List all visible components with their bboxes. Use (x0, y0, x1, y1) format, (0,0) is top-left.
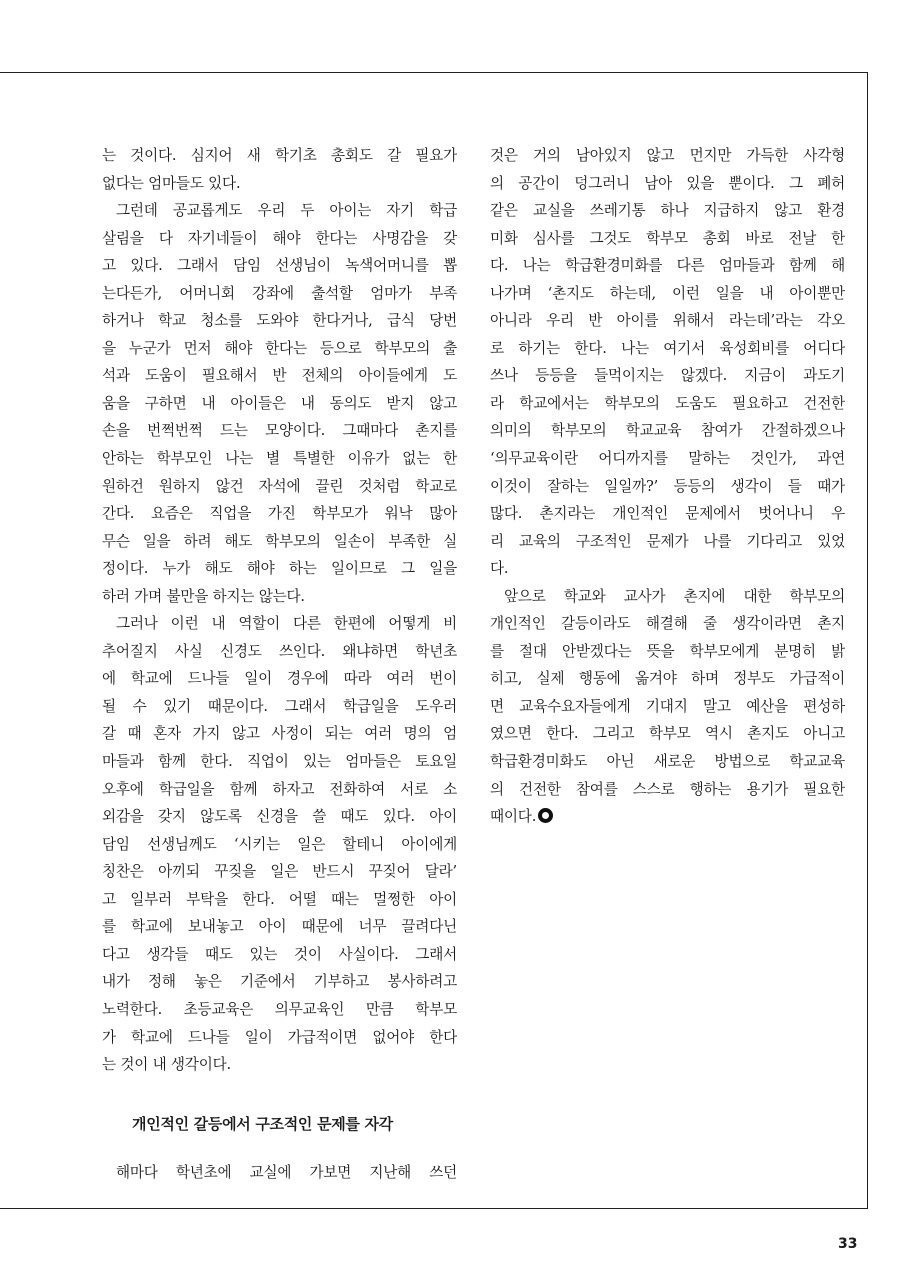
text-line: 에 학교에 드나들 일이 경우에 따라 여러 번이 (102, 670, 457, 688)
text-line: 해마다 학년초에 교실에 가보면 지난해 쓰던 (116, 1163, 457, 1181)
text-line: 오후에 학급일을 함께 하자고 전화하여 서로 소 (102, 780, 457, 798)
text-line: 는다든가, 어머니회 강좌에 출석할 엄마가 부족 (102, 284, 457, 302)
text-line: 마들과 함께 한다. 직업이 있는 엄마들은 토요일 (102, 753, 457, 771)
text-line: 하러 가며 불만을 하지는 않는다. (102, 587, 305, 605)
text-line: 면 교육수요자들에게 기대지 말고 예산을 편성하 (490, 697, 845, 715)
section-heading: 개인적인 갈등에서 구조적인 문제를 자각 (132, 1114, 393, 1133)
bottom-rule (0, 1208, 868, 1209)
text-line: 원하건 원하지 않건 자석에 끌린 것처럼 학교로 (102, 477, 457, 495)
text-line: 그러나 이런 내 역할이 다른 한편에 어떻게 비 (116, 615, 457, 633)
page-number: 33 (838, 1236, 858, 1252)
text-line: 였으면 한다. 그리고 학부모 역시 촌지도 아니고 (490, 725, 845, 743)
text-line: 나가며 ‘촌지도 하는데, 이런 일을 내 아이뿐만 (490, 284, 845, 302)
text-line: 라 학교에서는 학부모의 도움도 필요하고 건전한 (490, 394, 845, 412)
text-line: 고 일부러 부탁을 한다. 어떨 때는 멀쩡한 아이 (102, 890, 457, 908)
text-line: 를 학교에 보내놓고 아이 때문에 너무 끌려다닌 (102, 918, 457, 936)
text-line: 때이다. (490, 803, 845, 831)
paragraph (102, 610, 457, 1078)
text-line: 고 있다. 그래서 담임 선생님이 녹색어머니를 뽑 (102, 257, 457, 275)
text-line: 개인적인 갈등이라도 해결해 줄 생각이라면 촌지 (490, 615, 845, 633)
text-line: 의미의 학부모의 학교교육 참여가 간절하겠으나 (490, 422, 845, 440)
text-line: 될 수 있기 때문이다. 그래서 학급일을 도우러 (102, 697, 457, 715)
left-column (102, 142, 457, 1186)
text-line: 다고 생각들 때도 있는 것이 사실이다. 그래서 (102, 945, 457, 963)
text-line: 움을 구하면 내 아이들은 내 동의도 받지 않고 (102, 394, 457, 412)
text-line: 는 것이 내 생각이다. (102, 1056, 231, 1074)
text-line: 하거나 학교 청소를 도와야 한다거나, 급식 당번 (102, 312, 457, 330)
text-line: 미화 심사를 그것도 학부모 총회 바로 전날 한 (490, 229, 845, 247)
text-line: 다. 나는 학급환경미화를 다른 엄마들과 함께 해 (490, 257, 845, 275)
text-line: 쓰나 등등을 들먹이지는 않겠다. 지금이 과도기 (490, 367, 845, 385)
text-line: 석과 도움이 필요해서 반 전체의 아이들에게 도 (102, 367, 457, 385)
text-line: 학급환경미화도 아닌 새로운 방법으로 학교교육 (490, 753, 845, 771)
text-line: 내가 정해 놓은 기준에서 기부하고 봉사하려고 (102, 973, 457, 991)
text-line: 그런데 공교롭게도 우리 두 아이는 자기 학급 (116, 202, 457, 220)
text-line: 안하는 학부모인 나는 별 특별한 이유가 없는 한 (102, 450, 457, 468)
paragraph (490, 583, 845, 831)
text-line: 추어질지 사실 신경도 쓰인다. 왜냐하면 학년초 (102, 642, 457, 660)
text-line: 이것이 잘하는 일일까?’ 등등의 생각이 들 때가 (490, 477, 845, 495)
text-line: 것은 거의 남아있지 않고 먼지만 가득한 사각형 (490, 147, 845, 164)
top-rule (0, 72, 868, 73)
text-line: 무슨 일을 하려 해도 학부모의 일손이 부족한 실 (102, 532, 457, 550)
paragraph (490, 142, 845, 583)
text-line: 를 절대 안받겠다는 뜻을 학부모에게 분명히 밝 (490, 642, 845, 660)
text-line: 간다. 요즘은 직업을 가진 학부모가 워낙 많아 (102, 505, 457, 523)
text-line: 같은 교실을 쓰레기통 하나 지급하지 않고 환경 (490, 202, 845, 220)
text-line: 담임 선생님께도 ‘시키는 일은 할테니 아이에게 (102, 835, 457, 853)
right-rule (867, 72, 868, 1209)
text-line: 의 공간이 덩그러니 남아 있을 뿐이다. 그 폐허 (490, 174, 845, 192)
text-line: 많다. 촌지라는 개인적인 문제에서 벗어나니 우 (490, 505, 845, 523)
text-line: 노력한다. 초등교육은 의무교육인 만큼 학부모 (102, 1000, 457, 1018)
paragraph (102, 142, 457, 197)
text-line: 손을 번쩍번쩍 드는 모양이다. 그때마다 촌지를 (102, 422, 457, 440)
text-line: 아니라 우리 반 아이를 위해서 라는데’라는 각오 (490, 312, 845, 330)
text-line: 없다는 엄마들도 있다. (102, 174, 241, 192)
end-of-article-mark-icon (538, 808, 553, 823)
text-line: 가 학교에 드나들 일이 가급적이면 없어야 한다 (102, 1028, 457, 1046)
text-line: 히고, 실제 행동에 옮겨야 하며 정부도 가급적이 (490, 670, 845, 688)
text-line: 갈 때 혼자 가지 않고 사정이 되는 여러 명의 엄 (102, 725, 457, 743)
text-line: 외감을 갖지 않도록 신경을 쓸 때도 있다. 아이 (102, 808, 457, 826)
text-line: 다. (490, 560, 509, 578)
text-line: 칭찬은 아끼되 꾸짖을 일은 반드시 꾸짖어 달라’ (102, 863, 457, 881)
text-line: 로 하기는 한다. 나는 여기서 육성회비를 어디다 (490, 339, 845, 357)
text-line: 정이다. 누가 해도 해야 하는 일이므로 그 일을 (102, 560, 457, 578)
right-column (490, 142, 845, 831)
text-line: 앞으로 학교와 교사가 촌지에 대한 학부모의 (504, 587, 845, 605)
paragraph (102, 197, 457, 610)
text-line: 을 누군가 먼저 해야 한다는 등으로 학부모의 출 (102, 339, 457, 357)
text-line: 살림을 다 자기네들이 해야 한다는 사명감을 갖 (102, 229, 457, 247)
text-line: 리 교육의 구조적인 문제가 나를 기다리고 있었 (490, 532, 845, 550)
text-line: 의 건전한 참여를 스스로 행하는 용기가 필요한 (490, 780, 845, 798)
paragraph (102, 1159, 457, 1187)
text-line: ‘의무교육이란 어디까지를 말하는 것인가, 과연 (490, 450, 845, 468)
text-line: 는 것이다. 심지어 새 학기초 총회도 갈 필요가 (102, 147, 457, 164)
